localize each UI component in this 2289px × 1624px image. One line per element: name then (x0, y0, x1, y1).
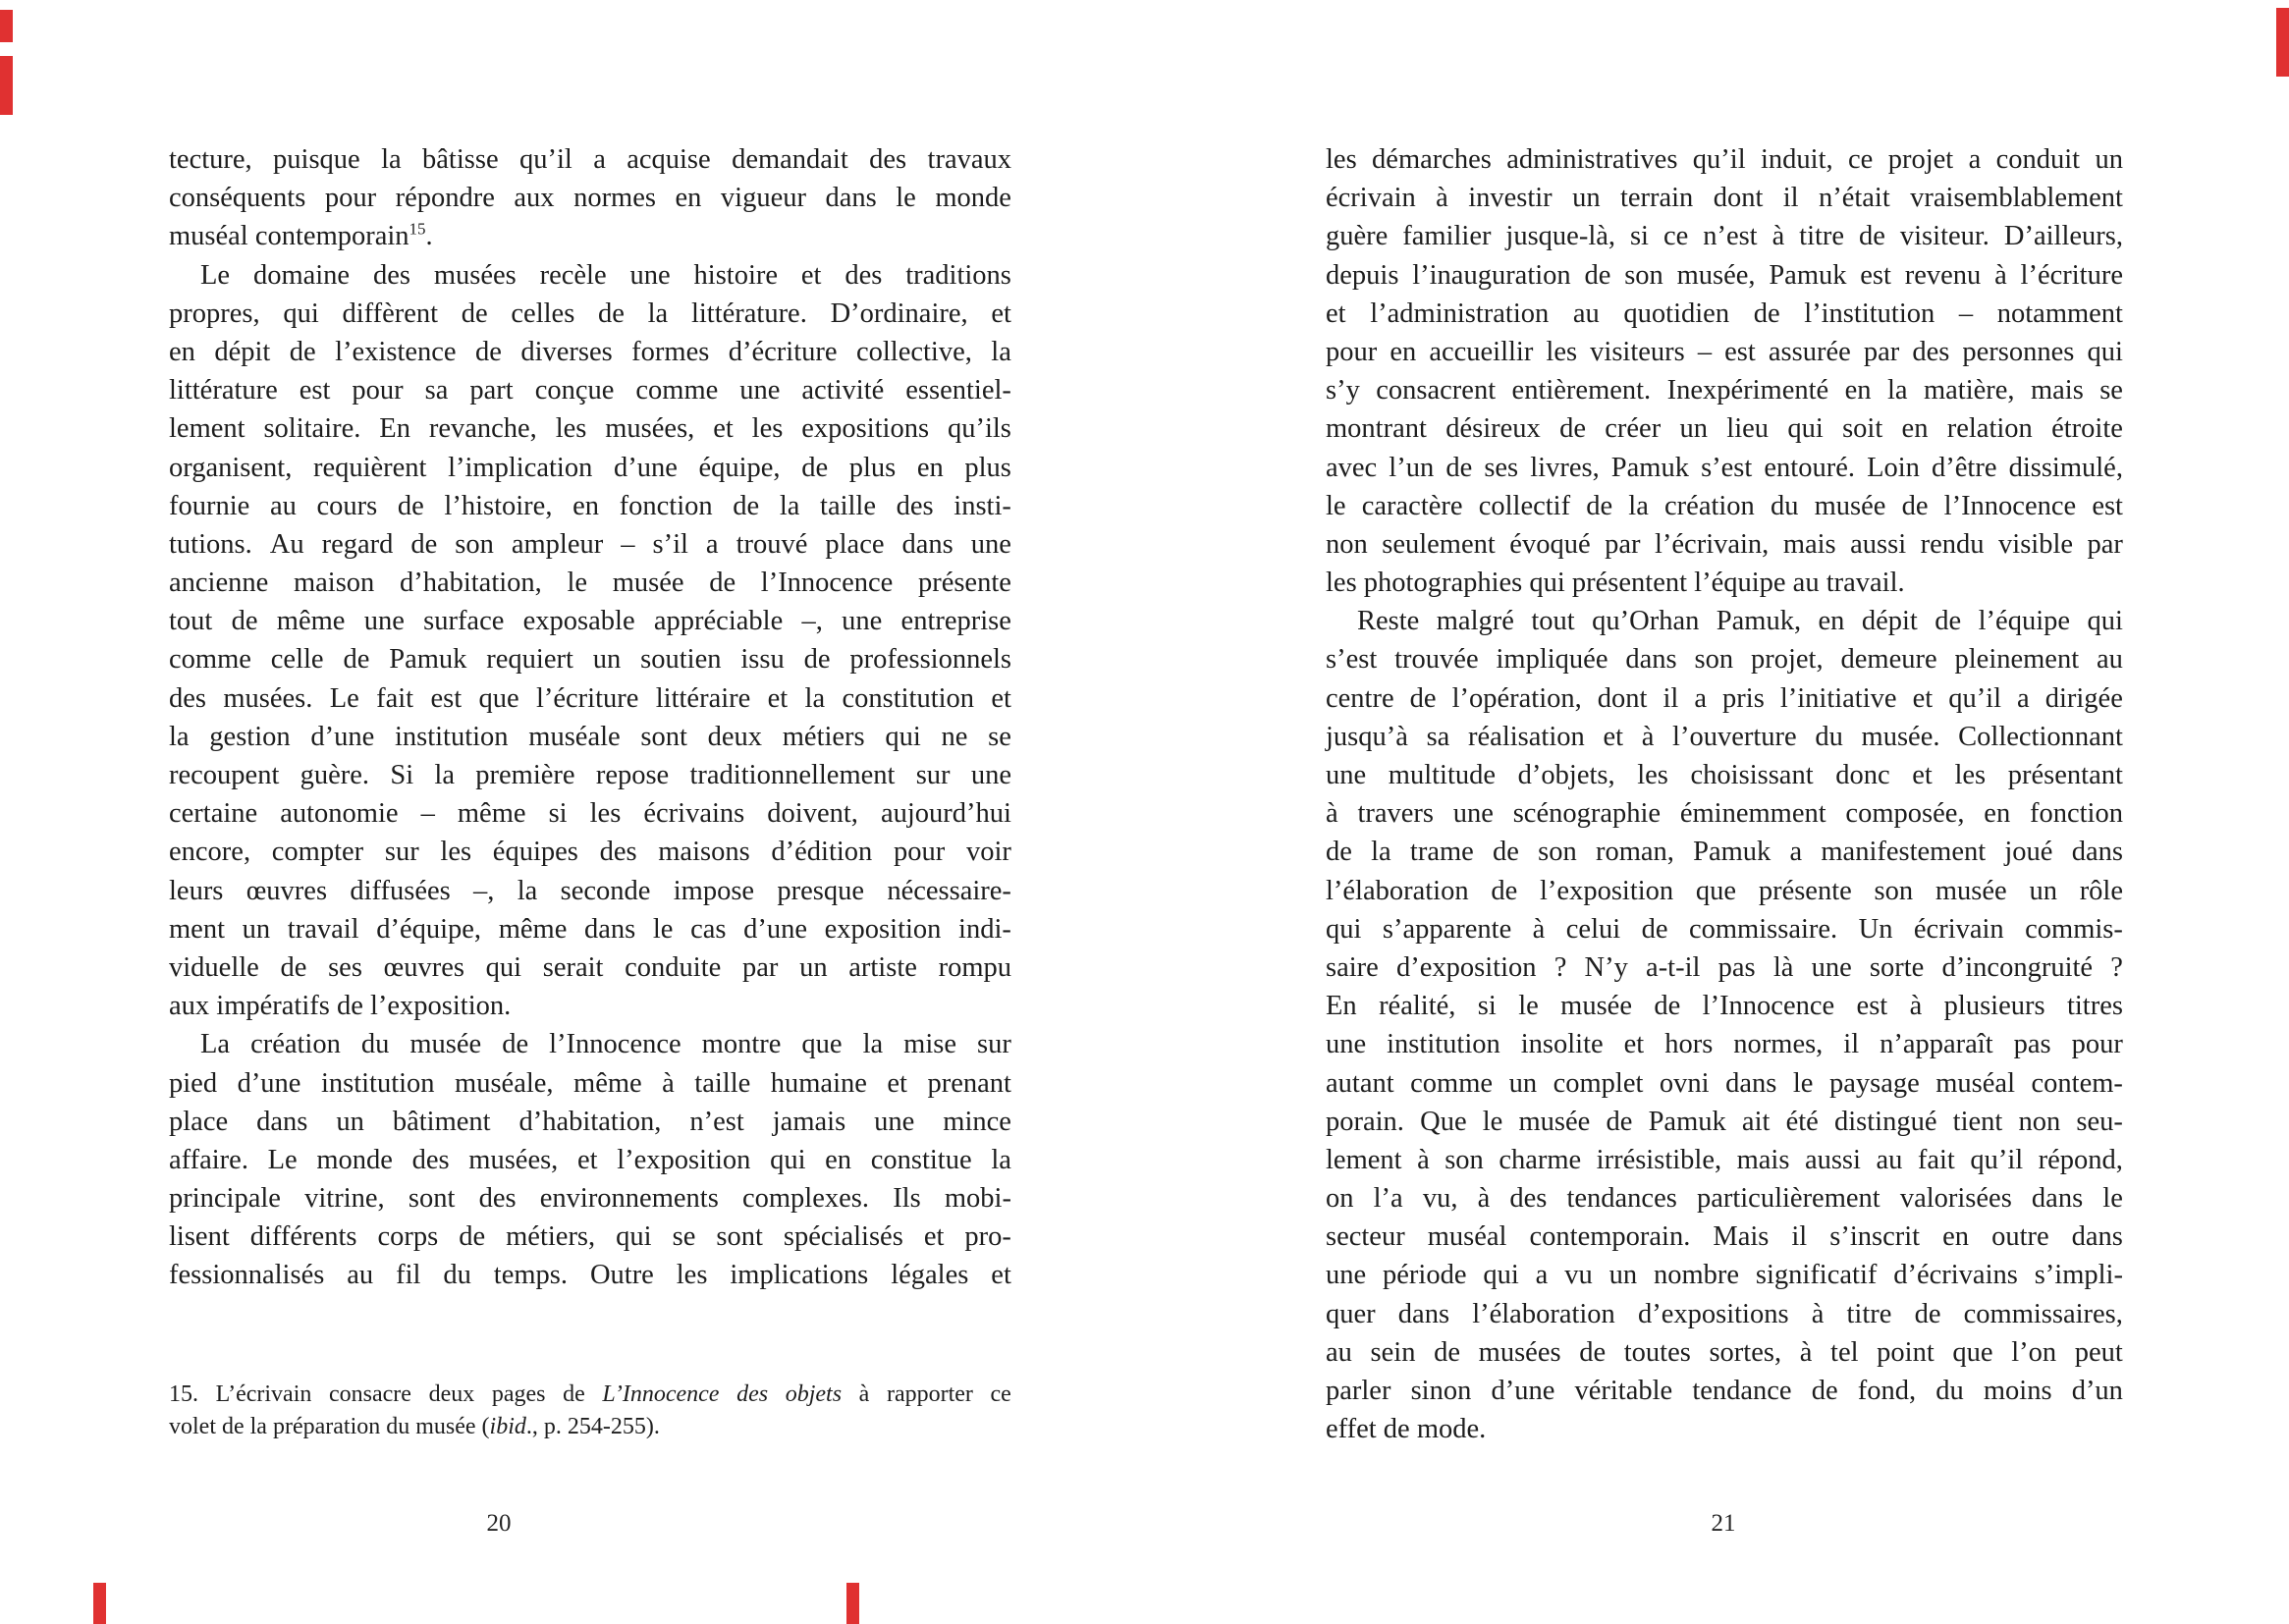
text-line: organisent, requièrent l’implication d’une équipe, de plus en plus (169, 452, 1011, 483)
text-line: propres, qui diffèrent de celles de la littérature. D’ordinaire, et (169, 298, 1011, 329)
text-line: autant comme un complet ovni dans le paysage muséal contem- (1326, 1067, 2123, 1099)
text-line: à travers une scénographie éminemment composée, en fonction (1326, 798, 2123, 830)
text-line: principale vitrine, sont des environnements complexes. Ils mobi- (169, 1183, 1011, 1215)
text-line: viduelle de ses œuvres qui serait conduite par un artiste rompu (169, 951, 1011, 983)
text-line: jusqu’à sa réalisation et à l’ouverture du musée. Collectionnant (1326, 721, 2123, 752)
text-line: le caractère collectif de la création du musée de l’Innocence est (1326, 490, 2123, 521)
text-line: ment un travail d’équipe, même dans le cas d’une exposition indi- (169, 913, 1011, 945)
text-line: lement solitaire. En revanche, les musées, et les expositions qu’ils (169, 413, 1011, 445)
text-line: muséal contemporain$^{15}$. (169, 219, 433, 252)
red-edge-artifact (846, 1583, 859, 1624)
text-line: encore, compter sur les équipes des maisons d’édition pour voir (169, 837, 1011, 868)
text-line: lement à son charme irrésistible, mais aussi au fait qu’il répond, (1326, 1144, 2123, 1175)
text-line: secteur muséal contemporain. Mais il s’inscrit en outre dans (1326, 1221, 2123, 1253)
text-line: guère familier jusque-là, si ce n’est à titre de visiteur. D’ailleurs, (1326, 221, 2123, 252)
text-line: en dépit de l’existence de diverses formes d’écriture collective, la (169, 336, 1011, 367)
text-line: ancienne maison d’habitation, le musée de l’Innocence présente (169, 568, 1011, 599)
text-line: porain. Que le musée de Pamuk ait été distingué tient non seu- (1326, 1106, 2123, 1137)
page-number-right: 21 (1711, 1510, 1736, 1537)
text-line: s’y consacrent entièrement. Inexpérimenté en la matière, mais se (1326, 375, 2123, 406)
text-line: la gestion d’une institution muséale sont deux métiers qui ne se (169, 721, 1011, 752)
text-line: s’est trouvée impliquée dans son projet, demeure pleinement au (1326, 644, 2123, 676)
text-line: pour en accueillir les visiteurs – est assurée par des personnes qui (1326, 336, 2123, 367)
red-edge-artifact (2276, 8, 2289, 77)
page-number-left: 20 (486, 1510, 512, 1537)
text-line: 15. L’écrivain consacre deux pages de L’Innocence des objets à rapporter ce (169, 1381, 1011, 1407)
text-line: parler sinon d’une véritable tendance de fond, du moins d’un (1326, 1376, 2123, 1406)
text-line: l’élaboration de l’exposition que présente son musée un rôle (1326, 875, 2123, 906)
text-line: centre de l’opération, dont il a pris l’initiative et qu’il a dirigée (1326, 682, 2123, 714)
text-line: conséquents pour répondre aux normes en vigueur dans le monde (169, 183, 1011, 214)
page-left-footnote (169, 1379, 1011, 1443)
text-line: qui s’apparente à celui de commissaire. Un écrivain commis- (1326, 913, 2123, 945)
text-line: pied d’une institution muséale, même à taille humaine et prenant (169, 1067, 1011, 1099)
text-line: tutions. Au regard de son ampleur – s’il a trouvé place dans une (169, 528, 1011, 560)
text-line: En réalité, si le musée de l’Innocence est à plusieurs titres (1326, 991, 2123, 1022)
text-line: certaine autonomie – même si les écrivains doivent, aujourd’hui (169, 798, 1011, 830)
text-line: Reste malgré tout qu’Orhan Pamuk, en dépit de l’équipe qui (1357, 606, 2123, 637)
text-line: littérature est pour sa part conçue comme une activité essentiel- (169, 375, 1011, 406)
text-line: non seulement évoqué par l’écrivain, mais aussi rendu visible par (1326, 528, 2123, 560)
text-line: une institution insolite et hors normes, il n’apparaît pas pour (1326, 1029, 2123, 1060)
text-line: La création du musée de l’Innocence montre que la mise sur (200, 1029, 1011, 1060)
text-line: une période qui a vu un nombre significatif d’écrivains s’impli- (1326, 1260, 2123, 1291)
text-line: affaire. Le monde des musées, et l’exposition qui en constitue la (169, 1144, 1011, 1175)
text-line: depuis l’inauguration de son musée, Pamuk est revenu à l’écriture (1326, 259, 2123, 291)
text-line: écrivain à investir un terrain dont il n’était vraisemblablement (1326, 183, 2123, 214)
text-line: les démarches administratives qu’il induit, ce projet a conduit un (1326, 144, 2123, 175)
text-line: leurs œuvres diffusées –, la seconde impose presque nécessaire- (169, 875, 1011, 906)
text-line: de la trame de son roman, Pamuk a manifestement joué dans (1326, 837, 2123, 868)
text-line: les photographies qui présentent l’équipe au travail. (1326, 568, 1905, 599)
text-line: quer dans l’élaboration d’expositions à titre de commissaires, (1326, 1298, 2123, 1329)
text-line: comme celle de Pamuk requiert un soutien issu de professionnels (169, 644, 1011, 676)
red-edge-artifact (0, 10, 13, 42)
text-line: Le domaine des musées recèle une histoire et des traditions (200, 259, 1011, 291)
text-line: volet de la préparation du musée (ibid., p. 254-255). (169, 1414, 660, 1439)
page-left-body (169, 140, 1011, 1295)
red-edge-artifact (0, 56, 13, 115)
text-line: des musées. Le fait est que l’écriture littéraire et la constitution et (169, 682, 1011, 714)
text-line: tecture, puisque la bâtisse qu’il a acquise demandait des travaux (169, 144, 1011, 175)
text-line: effet de mode. (1326, 1414, 1487, 1445)
red-edge-artifact (93, 1583, 106, 1624)
text-line: recoupent guère. Si la première repose traditionnellement sur une (169, 760, 1011, 790)
text-line: avec l’un de ses livres, Pamuk s’est entouré. Loin d’être dissimulé, (1326, 452, 2123, 483)
text-line: aux impératifs de l’exposition. (169, 991, 512, 1022)
text-line: fessionnalisés au fil du temps. Outre les implications légales et (169, 1260, 1011, 1291)
text-line: saire d’exposition ? N’y a-t-il pas là une sorte d’incongruité ? (1326, 951, 2123, 983)
text-line: lisent différents corps de métiers, qui se sont spécialisés et pro- (169, 1221, 1011, 1253)
text-line: on l’a vu, à des tendances particulièrement valorisées dans le (1326, 1183, 2123, 1215)
text-line: et l’administration au quotidien de l’institution – notamment (1326, 298, 2123, 329)
text-line: tout de même une surface exposable appréciable –, une entreprise (169, 606, 1011, 637)
text-line: au sein de musées de toutes sortes, à tel point que l’on peut (1326, 1336, 2123, 1368)
text-line: montrant désireux de créer un lieu qui soit en relation étroite (1326, 413, 2123, 445)
text-line: place dans un bâtiment d’habitation, n’est jamais une mince (169, 1106, 1011, 1137)
page-right-body (1326, 140, 2123, 1448)
text-line: une multitude d’objets, les choisissant donc et les présentant (1326, 760, 2123, 790)
text-line: fournie au cours de l’histoire, en fonction de la taille des insti- (169, 490, 1011, 521)
